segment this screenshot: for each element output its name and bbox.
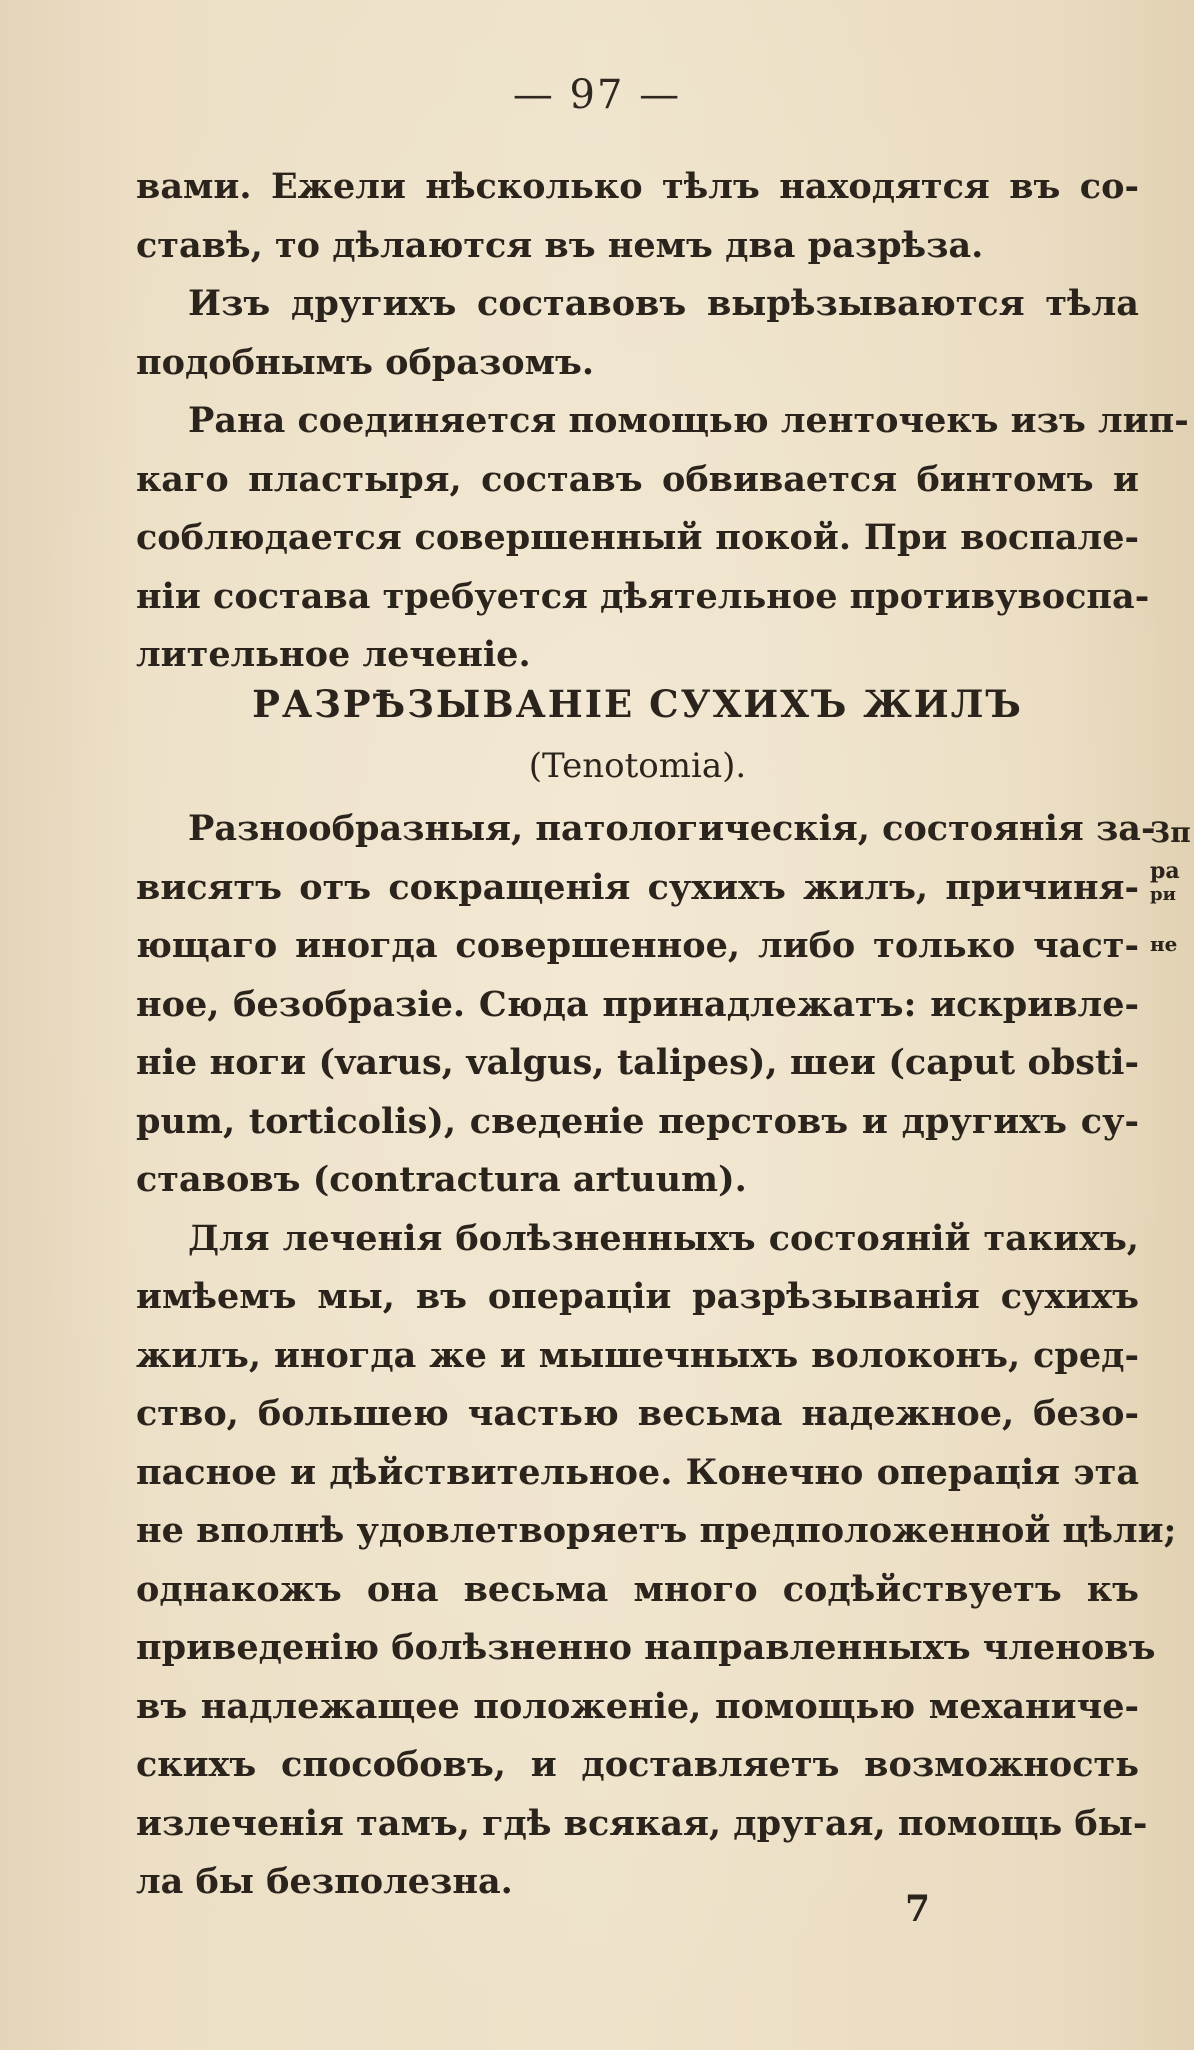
text-line: Для леченія болѣзненныхъ состояній такихъ,	[188, 1217, 1139, 1259]
page-number: — 97 —	[512, 72, 682, 118]
text-line: pum, torticolis), сведеніе перстовъ и другихъ су-	[136, 1100, 1139, 1142]
text-line: ніе ноги (varus, valgus, talipes), шеи (caput obsti-	[136, 1042, 1139, 1083]
margin-fragment: ри	[1150, 884, 1176, 905]
text-line: имѣемъ мы, въ операціи разрѣзыванія сухихъ	[136, 1276, 1139, 1317]
text-line: въ надлежащее положеніе, помощью механиче-	[136, 1685, 1139, 1727]
section-subtitle: (Tenotomia).	[528, 746, 747, 786]
text-line: не вполнѣ удовлетворяетъ предположенной цѣли;	[136, 1510, 1177, 1551]
paragraph	[136, 158, 1139, 275]
text-line: соблюдается совершенный покой. При воспале-	[136, 517, 1139, 558]
text-line: ставѣ, то дѣлаются въ немъ два разрѣза.	[136, 224, 984, 266]
text-line: ство, большею частью весьма надежное, безо-	[136, 1393, 1139, 1434]
text-line: излеченія тамъ, гдѣ всякая, другая, помощь бы-	[136, 1802, 1148, 1844]
section-title: РАЗРѢЗЫВАНІЕ СУХИХЪ ЖИЛЪ	[252, 682, 1023, 726]
text-line: скихъ способовъ, и доставляетъ возможность	[136, 1744, 1139, 1785]
paragraph	[136, 800, 1156, 1210]
text-line: ставовъ (contractura artuum).	[136, 1159, 747, 1200]
signature-mark: 7	[905, 1888, 931, 1930]
section-heading	[136, 682, 1139, 726]
text-line: приведенію болѣзненно направленныхъ членовъ	[136, 1627, 1156, 1668]
margin-fragment: Зп	[1150, 816, 1191, 849]
section-subheading	[136, 746, 1139, 786]
text-line: ное, безобразіе. Сюда принадлежатъ: искривле-	[136, 983, 1139, 1025]
text-line: Изъ другихъ составовъ вырѣзываются тѣла	[188, 283, 1139, 324]
text-block-bottom	[136, 800, 1177, 1912]
text-line: однакожъ она весьма много содѣйствуетъ къ	[136, 1568, 1139, 1610]
text-line: Рана соединяется помощью ленточекъ изъ лип-	[188, 400, 1189, 441]
text-line: Разнообразныя, патологическія, состоянія за-	[188, 808, 1156, 849]
text-block-top	[136, 158, 1189, 685]
margin-fragment: не	[1150, 932, 1178, 956]
text-line: пасное и дѣйствительное. Конечно операція эта	[136, 1451, 1139, 1493]
text-line: ла бы безполезна.	[136, 1861, 513, 1902]
text-line: каго пластыря, составъ обвивается бинтомъ и	[136, 458, 1139, 500]
margin-fragment: ра	[1150, 858, 1180, 884]
paragraph	[136, 392, 1189, 685]
text-line: висятъ отъ сокращенія сухихъ жилъ, причиня-	[136, 866, 1139, 908]
paragraph	[136, 1210, 1177, 1912]
text-line: жилъ, иногда же и мышечныхъ волоконъ, сред-	[136, 1334, 1139, 1376]
paragraph	[136, 275, 1139, 392]
text-line: ніи состава требуется дѣятельное противувоспа-	[136, 575, 1150, 617]
text-line: лительное леченіе.	[136, 634, 531, 675]
text-line: ющаго иногда совершенное, либо только част-	[136, 925, 1139, 966]
text-line: вами. Ежели нѣсколько тѣлъ находятся въ со-	[136, 166, 1139, 207]
text-line: подобнымъ образомъ.	[136, 341, 595, 383]
